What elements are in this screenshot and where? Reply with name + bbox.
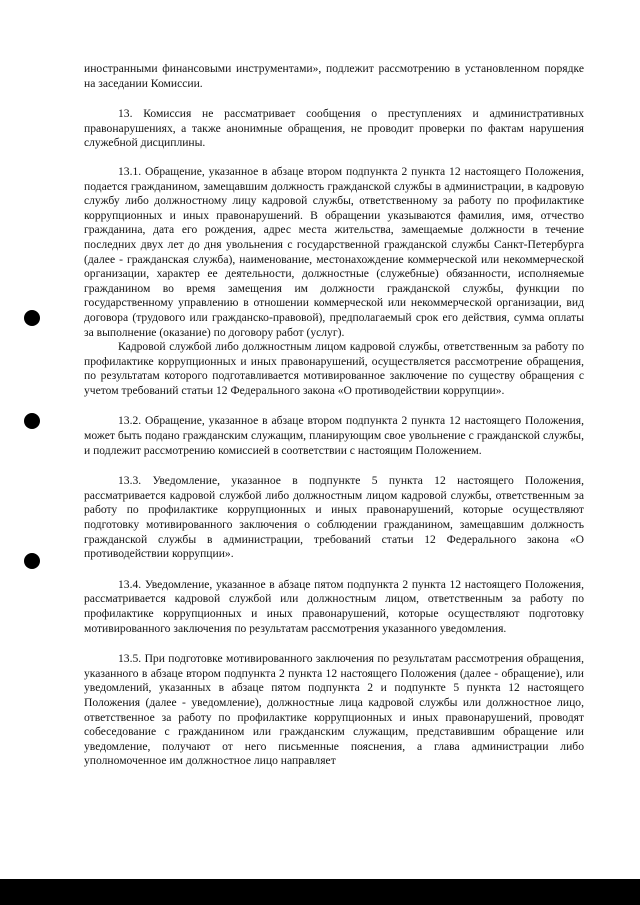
paragraph-13-5: 13.5. При подготовке мотивированного заключения по результатам рассмотрения обращения, указанного в абзаце втором подпункта 2 пункта 12 настоящего Положения (далее - обращение), или уведомлений, указанных в абзаце пятом подпункта 2 и подпункте 5 пункта 12 настоящего Положения (далее - уведомление), должностные лица кадровой службы или должностное лицо, ответственное за работу по профилактике коррупционных и иных правонарушений, проводят собеседование с гражданином или гражданским служащим, представившим обращение или уведомление, получают от него письменные пояснения, а глава администрации либо уполномоченное им должностное лицо направляет — [84, 652, 584, 768]
paragraph-13-2: 13.2. Обращение, указанное в абзаце втором подпункта 2 пункта 12 настоящего Положения, может быть подано гражданским служащим, планирующим свое увольнение с гражданской службы, и подлежит рассмотрению комиссией в соответствии с настоящим Положением. — [84, 414, 584, 457]
punch-hole-top — [24, 310, 40, 326]
punch-hole-bottom — [24, 553, 40, 569]
paragraph-13-4: 13.4. Уведомление, указанное в абзаце пятом подпункта 2 пункта 12 настоящего Положения, рассматривается кадровой службой или должностным лицом, ответственным за работу по профилактике коррупционных и иных правонарушений, которые осуществляют подготовку мотивированного заключения по результатам рассмотрения указанного уведомления. — [84, 577, 584, 635]
punch-hole-middle — [24, 413, 40, 429]
paragraph-13-1-second: Кадровой службой либо должностным лицом кадровой службы, ответственным за работу по профилактике коррупционных и иных правонарушений, осуществляется рассмотрение обращения, по результатам которого подготавливается мотивированное заключение по существу обращения с учетом требований статьи 12 Федерального закона «О противодействии коррупции». — [84, 340, 584, 397]
paragraph-13: 13. Комиссия не рассматривает сообщения о преступлениях и административных правонарушениях, а также анонимные обращения, не проводит проверки по фактам нарушения служебной дисциплины. — [84, 107, 584, 150]
scan-bottom-edge — [0, 879, 640, 905]
paragraph-continuation: иностранными финансовыми инструментами», подлежит рассмотрению в установленном порядке на заседании Комиссии. — [84, 62, 584, 90]
document-body — [84, 62, 584, 769]
paragraph-13-1: 13.1. Обращение, указанное в абзаце втором подпункта 2 пункта 12 настоящего Положения, подается гражданином, замещавшим должность гражданской службы в администрации, в кадровую службу либо должностному лицу кадровой службы, ответственному за работу по профилактике коррупционных и иных правонарушений. В обращении указываются фамилия, имя, отчество гражданина, дата его рождения, адрес места жительства, замещаемые должности в течение последних двух лет до дня увольнения с государственной гражданской службы Санкт-Петербурга (далее - гражданская служба), наименование, местонахождение коммерческой или некоммерческой организации, характер ее деятельности, должностные (служебные) обязанности, исполняемые гражданином во время замещения им должности гражданской службы, функции по государственному управлению в отношении коммерческой или некоммерческой организации, вид договора (трудового или гражданско-правовой), предполагаемый срок его действия, сумма оплаты за выполнение (оказание) по договору работ (услуг). — [84, 164, 584, 339]
paragraph-13-3: 13.3. Уведомление, указанное в подпункте 5 пункта 12 настоящего Положения, рассматривается кадровой службой либо должностным лицом кадровой службы, ответственным за работу по профилактике коррупционных и иных правонарушений, которые осуществляют подготовку мотивированного заключения о соблюдении гражданином, замещавшим должность гражданской службы в администрации, требований статьи 12 Федерального закона «О противодействии коррупции». — [84, 474, 584, 561]
